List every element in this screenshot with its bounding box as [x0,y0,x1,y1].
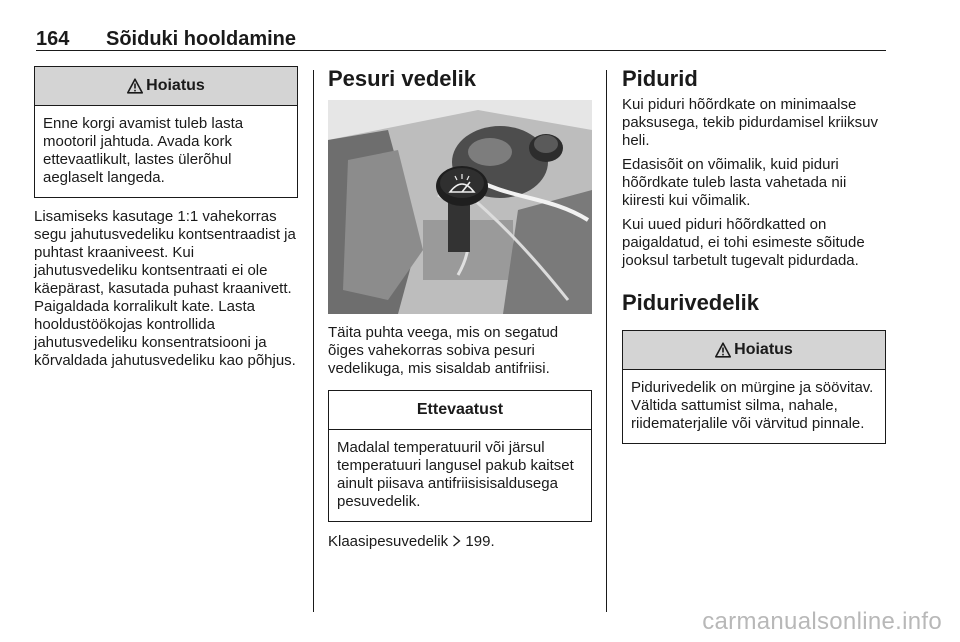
watermark: carmanualsonline.info [702,608,942,635]
warning-triangle-icon [127,78,143,94]
brakes-paragraph-3: Kui uued piduri hõõrdkatted on paigaldatud, ei tohi esimeste sõitude jooksul tarbetult tugevalt pidurdada. [622,216,865,269]
caution-box-header [329,391,591,430]
brake-fluid-warning-box [622,330,886,444]
column-divider-right [606,70,607,612]
warning-title: Hoiatus [146,77,205,94]
warning-box-header [35,67,297,106]
brakes-heading: Pidurid [622,66,698,91]
reference-text: Klaasipesuvedelik [328,533,449,550]
warning-triangle-icon [715,342,731,358]
page-header [36,28,886,50]
warning-text: Pidurivedelik on mürgine ja söövitav. Vältida sattumist silma, nahale, riidematerjalile või värvitud pinnale. [631,379,874,432]
reference-page: 199. [465,533,495,550]
column-1 [34,66,298,370]
chapter-title: Sõiduki hooldamine [106,28,297,50]
page-number: 164 [36,28,70,50]
brake-fluid-heading: Pidurivedelik [622,290,759,315]
brakes-paragraph-1: Kui piduri hõõrdkate on minimaalse paksusega, tekib pidurdamisel kriiksuv heli. [622,96,878,149]
header-rule [36,50,886,51]
warning-title: Hoiatus [734,341,793,358]
cross-reference[interactable] [328,533,592,551]
caution-text: Madalal temperatuuril või järsul temperatuuri langusel pakub kaitset ainult piisava antifriisisisaldusega pesuvedelik. [337,439,574,510]
coolant-paragraph: Lisamiseks kasutage 1:1 vahekorras segu jahutusvedeliku kontsentraadist ja puhtast kraaniveest. Kui jahutusvedeliku kontsentraati ei ole käepärast, kasutada puhast kraanivett. Paigaldada korralikult kate. Lasta hooldustöökojas kontrollida jahutusvedeliku konsentratsiooni ja kõrvaldada jahutusvedeliku kao põhjus. [34,208,296,369]
washer-fluid-paragraph: Täita puhta veega, mis on segatud õiges vahekorras sobiva pesuri vedelikuga, mis sisaldab antifriisi. [328,324,559,377]
caution-box [328,390,592,522]
coolant-warning-box [34,66,298,198]
warning-box-header [623,331,885,370]
washer-reservoir-photo [328,100,592,314]
warning-text: Enne korgi avamist tuleb lasta mootoril jahtuda. Avada kork ettevaatlikult, lastes ülerõhul aeglaselt langeda. [43,115,244,186]
column-3 [622,66,886,444]
column-divider-left [313,70,314,612]
page-reference-arrow-icon [452,535,461,547]
washer-fluid-heading: Pesuri vedelik [328,66,476,91]
column-2 [328,66,592,551]
caution-title: Ettevaatust [416,401,504,418]
brakes-paragraph-2: Edasisõit on võimalik, kuid piduri hõõrdkate tuleb lasta vahetada nii kiiresti kui võimalik. [622,156,847,209]
